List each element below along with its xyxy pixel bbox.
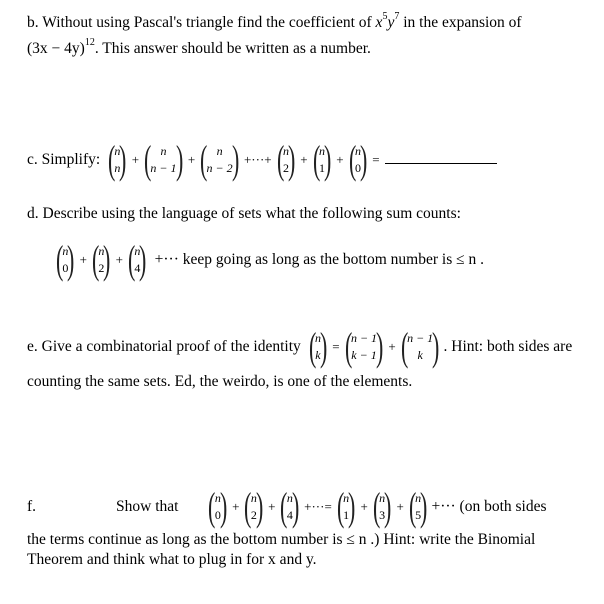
binomial: ( n 2 ) — [244, 484, 264, 529]
part-b-var-y: y — [387, 14, 395, 31]
part-f-line3: Theorem and think what to plug in for x and y. — [27, 551, 317, 568]
plus-sign: + — [268, 499, 276, 514]
binomial: ( n 1 ) — [312, 137, 332, 182]
plus-sign: + — [360, 499, 368, 514]
binomial: ( n n − 1 ) — [144, 137, 183, 182]
plus-sign: + — [300, 152, 308, 167]
plus-sign: + — [388, 339, 396, 354]
binomial: ( n n ) — [108, 137, 127, 182]
part-f-tail: +··· (on both sides — [431, 498, 547, 515]
part-b-var-x: x — [375, 14, 383, 31]
part-c-label: c. Simplify: — [27, 151, 101, 168]
plus-sign: + — [232, 499, 240, 514]
plus-sign: + — [187, 152, 196, 167]
part-f-line2: the terms continue as long as the bottom number is ≤ n .) Hint: write the Binomial — [27, 531, 536, 548]
binomial-lhs: ( n k ) — [308, 324, 328, 369]
equals-sign: = — [372, 152, 380, 167]
part-e-line1 — [27, 326, 572, 368]
binomial: ( n 0 ) — [208, 484, 228, 529]
part-e-text-2: . Hint: both sides are — [443, 338, 573, 355]
part-b-text-1: b. Without using Pascal's triangle find the coefficient of — [27, 14, 372, 31]
answer-blank-line — [385, 162, 497, 164]
binomial: ( n 2 ) — [276, 137, 296, 182]
part-b-line1: b. Without using Pascal's triangle find the coefficient of x $^5$ y $^7$ in the expansion of — [27, 11, 522, 31]
binomial: ( n 2 ) — [91, 237, 111, 282]
binomial: ( n n − 2 ) — [200, 137, 239, 182]
binomial: ( n 4 ) — [280, 484, 300, 529]
binomial: ( n 0 ) — [55, 237, 75, 282]
part-f-label: f. — [27, 498, 37, 515]
part-d-text: d. Describe using the language of sets what the following sum counts: — [27, 205, 461, 222]
plus-sign: + — [131, 152, 140, 167]
part-c-line — [27, 137, 497, 182]
ellipsis-sum: +···+ — [243, 152, 272, 167]
binomial: ( n 5 ) — [408, 484, 428, 529]
equals-sign: = — [332, 339, 340, 354]
plus-sign: + — [79, 252, 87, 267]
plus-sign: + — [115, 252, 123, 267]
part-e-text-1: e. Give a combinatorial proof of the identity — [27, 338, 301, 355]
part-b-expression: (3x − 4y) — [27, 40, 85, 57]
part-b-text-2: in the expansion of — [403, 14, 522, 31]
part-d-sum — [52, 237, 485, 282]
binomial: ( n 3 ) — [372, 484, 392, 529]
part-f-line1 — [27, 486, 547, 528]
binomial-rhs-1: ( n − 1 k − 1 ) — [344, 324, 384, 369]
part-f-show: Show that — [116, 498, 179, 515]
binomial: ( n 0 ) — [348, 137, 368, 182]
ellipsis-equals: +···= — [304, 499, 332, 514]
binomial-rhs-2: ( n − 1 k ) — [400, 324, 440, 369]
plus-sign: + — [336, 152, 344, 167]
part-d-tail: +··· keep going as long as the bottom number is ≤ n . — [154, 251, 485, 268]
plus-sign: + — [396, 499, 404, 514]
part-e-line2: counting the same sets. Ed, the weirdo, is one of the elements. — [27, 373, 413, 390]
binomial: ( n 1 ) — [336, 484, 356, 529]
part-b-line2: (3x − 4y) $^{12}$ . This answer should be written as a number. — [27, 37, 371, 57]
part-b-text-3: . This answer should be written as a number. — [94, 40, 371, 57]
binomial: ( n 4 ) — [127, 237, 147, 282]
